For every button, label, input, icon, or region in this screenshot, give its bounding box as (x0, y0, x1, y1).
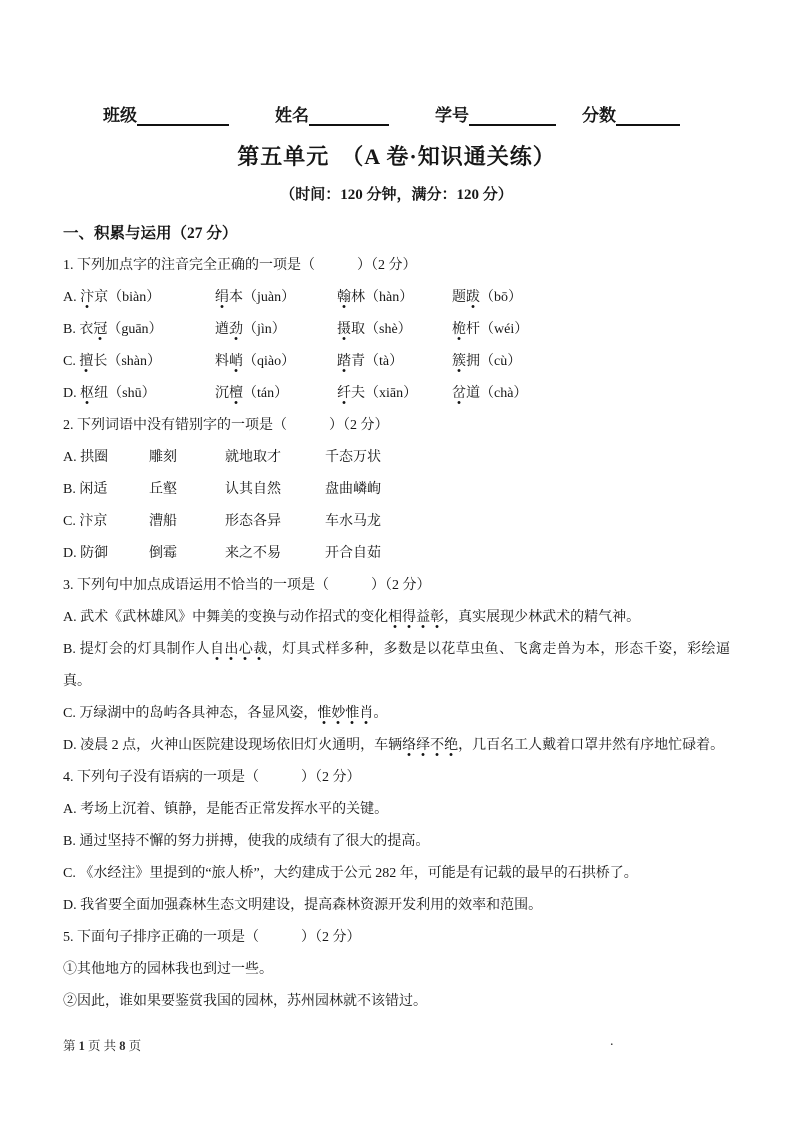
emphasized-text: 踏 (337, 354, 351, 373)
fill-in-blank (616, 108, 680, 126)
option-cell (215, 282, 337, 314)
q1-option-row-b (63, 314, 730, 346)
q3-stem: 3. 下列句中加点成语运用不恰当的一项是（ ）（2 分） (63, 578, 431, 593)
emphasized-text: 枢 (80, 386, 94, 405)
option-cell: 千态万状 (325, 450, 381, 465)
text-segment: 。 (373, 706, 388, 721)
student-info-row (103, 100, 730, 126)
exam-time-score: （时间：120 分钟，满分：120 分） (280, 187, 513, 203)
text-segment: （guān） (107, 322, 163, 337)
emphasized-text: 跋 (466, 290, 480, 309)
option-cell: 认其自然 (225, 482, 281, 497)
option-cell (337, 346, 452, 378)
emphasized-text: 汴 (80, 290, 94, 309)
text-segment: C. 万绿湖中的岛屿各具神态，各显风姿， (63, 706, 318, 721)
option-cell: C. 汴京 (63, 514, 108, 529)
q5-sentence-1: ①其他地方的园林我也到过一些。 (63, 962, 273, 977)
emphasized-text: 纤 (337, 386, 351, 405)
text-segment: A. 武术《武林雄风》中舞美的变换与动作招式的变化 (63, 610, 389, 625)
text-segment: 取（shè） (351, 322, 412, 337)
option-cell (215, 314, 337, 346)
option-cell (452, 346, 521, 378)
q4-option-d: D. 我省要全面加强森林生态文明建设，提高森林资源开发利用的效率和范围。 (63, 898, 543, 913)
option-cell: 开合自茹 (325, 546, 381, 561)
option-cell (215, 346, 337, 378)
emphasized-text: 绢 (215, 290, 229, 309)
option-cell: B. 闲适 (63, 482, 108, 497)
option-cell (63, 314, 215, 346)
text-segment: A. (63, 290, 81, 305)
emphasized-text: 相得益彰 (388, 610, 444, 629)
option-cell: D. 防御 (63, 546, 109, 561)
text-segment: （qiào） (243, 354, 296, 369)
text-segment: 本（juàn） (229, 290, 296, 305)
text-segment: （jìn） (243, 322, 286, 337)
text-segment: 遒 (215, 322, 229, 337)
emphasized-text: 簇 (452, 354, 466, 373)
text-segment: B. 衣 (63, 322, 94, 337)
option-cell: 来之不易 (225, 546, 281, 561)
emphasized-text: 惟妙惟肖 (317, 706, 373, 725)
fill-in-blank (137, 108, 229, 126)
text-segment: 料 (215, 354, 229, 369)
q4-option-c: C. 《水经注》里提到的“旅人桥”，大约建成于公元 282 年，可能是有记载的最早的石拱桥了。 (63, 866, 638, 881)
q2-option-row-a (63, 442, 730, 474)
text-segment: 页 (125, 1039, 142, 1053)
option-cell: 雕刻 (149, 450, 177, 465)
option-cell: 丘壑 (149, 482, 177, 497)
option-cell: A. 拱圈 (63, 450, 109, 465)
text-segment: D. (63, 386, 81, 401)
text-segment: 沉 (215, 386, 229, 401)
fill-in-blank (309, 108, 389, 126)
option-cell (63, 282, 215, 314)
text-segment: （bō） (480, 290, 522, 305)
text-segment: C. (63, 354, 80, 369)
emphasized-text: 络绎不绝 (402, 738, 458, 757)
text-segment: 道（chà） (466, 386, 528, 401)
section-heading: 一、积累与运用（27 分） (63, 225, 238, 242)
option-cell: 倒霉 (149, 546, 177, 561)
text-segment: 题 (452, 290, 466, 305)
field-name-label: 姓名 (275, 106, 309, 125)
q2-option-row-d (63, 538, 730, 570)
page-title: 第五单元 （A 卷·知识通关练） (237, 144, 556, 169)
q3-option-c (63, 698, 730, 730)
emphasized-text: 摄 (337, 322, 351, 341)
q5-stem: 5. 下面句子排序正确的一项是（ ）（2 分） (63, 930, 361, 945)
text-segment: 杆（wéi） (466, 322, 529, 337)
q4-stem: 4. 下列句子没有语病的一项是（ ）（2 分） (63, 770, 361, 785)
text-segment: 1 (78, 1039, 85, 1053)
emphasized-text: 翰 (337, 290, 351, 309)
text-segment: 京（biàn） (94, 290, 161, 305)
q3-option-b (63, 634, 730, 698)
text-segment: 夫（xiān） (351, 386, 418, 401)
field-student-id-label: 学号 (435, 106, 469, 125)
text-segment: ，灯具式样多种，多数是以花草虫鱼、飞禽走兽为本，形态千姿，彩绘逼真。 (63, 642, 731, 689)
option-cell (452, 282, 522, 314)
q5-sentence-2: ②因此，谁如果要鉴赏我国的园林，苏州园林就不该错过。 (63, 994, 427, 1009)
text-segment: B. 提灯会的灯具制作人 (63, 642, 210, 657)
text-segment: ，几百名工人戴着口罩井然有序地忙碌着。 (458, 738, 725, 753)
emphasized-text: 岔 (452, 386, 466, 405)
option-cell: 盘曲嶙峋 (325, 482, 381, 497)
option-cell: 漕船 (149, 514, 177, 529)
emphasized-text: 峭 (229, 354, 243, 373)
q2-stem: 2. 下列词语中没有错别字的一项是（ ）（2 分） (63, 418, 389, 433)
emphasized-text: 桅 (452, 322, 466, 341)
text-segment: 青（tà） (351, 354, 404, 369)
emphasized-text: 檀 (229, 386, 243, 405)
option-cell: 车水马龙 (325, 514, 381, 529)
text-segment: 第 (63, 1039, 79, 1053)
option-cell (452, 314, 528, 346)
q3-option-a (63, 602, 730, 634)
text-segment: D. 凌晨 2 点，火神山医院建设现场依旧灯火通明，车辆 (63, 738, 403, 753)
option-cell (337, 282, 452, 314)
field-score (582, 101, 680, 126)
text-segment: 拥（cù） (466, 354, 522, 369)
option-cell (63, 378, 215, 410)
text-segment: 纽（shū） (94, 386, 156, 401)
text-segment: ，真实展现少林武术的精气神。 (444, 610, 641, 625)
text-segment: （tán） (243, 386, 289, 401)
field-score-label: 分数 (582, 106, 616, 125)
text-segment: 长（shàn） (93, 354, 162, 369)
option-cell (452, 378, 527, 410)
field-name (275, 101, 389, 126)
q4-option-a: A. 考场上沉着、镇静，是能否正常发挥水平的关键。 (63, 802, 389, 817)
q4-option-b: B. 通过坚持不懈的努力拼搏，使我的成绩有了很大的提高。 (63, 834, 430, 849)
page-footer (63, 1036, 141, 1056)
field-class (103, 101, 229, 126)
stray-mark: . (610, 1034, 614, 1049)
option-cell (337, 378, 452, 410)
fill-in-blank (469, 108, 556, 126)
q1-stem: 1. 下列加点字的注音完全正确的一项是（ ）（2 分） (63, 258, 417, 273)
text-segment: 8 (119, 1039, 126, 1053)
q1-option-row-c (63, 346, 730, 378)
q1-option-row-a (63, 282, 730, 314)
emphasized-text: 擅 (79, 354, 93, 373)
option-cell: 形态各异 (225, 514, 281, 529)
field-student-id (435, 101, 556, 126)
field-class-label: 班级 (103, 106, 137, 125)
text-segment: 林（hàn） (351, 290, 414, 305)
q1-option-row-d (63, 378, 730, 410)
q2-option-row-c (63, 506, 730, 538)
emphasized-text: 冠 (93, 322, 107, 341)
option-cell (215, 378, 337, 410)
option-cell: 就地取才 (225, 450, 281, 465)
q2-option-row-b (63, 474, 730, 506)
q3-option-d (63, 730, 730, 762)
option-cell (63, 346, 215, 378)
emphasized-text: 自出心裁 (210, 642, 268, 661)
emphasized-text: 劲 (229, 322, 243, 341)
text-segment: 页 共 (84, 1039, 120, 1053)
option-cell (337, 314, 452, 346)
